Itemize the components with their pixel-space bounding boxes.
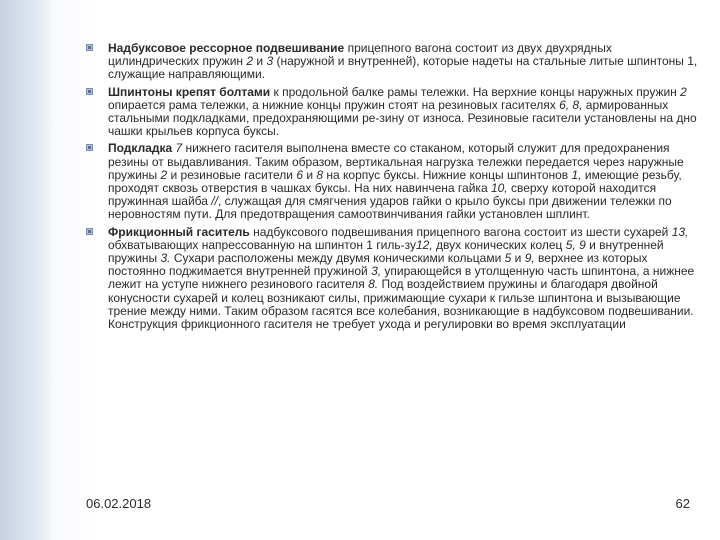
text-part: обхватывающих напрессованную на шпинтон 1 гиль-зу xyxy=(108,237,416,252)
text-part: опирается рама тележки, а нижние концы пружин стоят на резиновых гасителях xyxy=(108,97,560,112)
text-part: верхнее из которых постоянно поджимается внутренней пружиной xyxy=(108,251,648,279)
bullet-text xyxy=(108,85,697,139)
text-part-italic: 6 xyxy=(296,167,304,182)
text-part: нижнего гасителя выполнена вместе со стаканом, который служит для предохранения резины от выдавливания. Таким образом, вертикальная нагрузка тележки передается через наружные пружины xyxy=(108,141,684,182)
text-part: на корпус буксы. Нижние концы шпинтонов xyxy=(323,167,572,182)
text-part: к продольной балке рамы тележки. На верхние концы наружных пружин xyxy=(270,84,681,99)
text-part: имеющие резьбу, проходят сквозь отверстия в чашках буксы. На них навинчена гайка xyxy=(108,167,682,196)
text-part-italic: 6, 8, xyxy=(559,97,583,112)
square-bullet-icon xyxy=(86,228,93,235)
text-part: (наружной и внутренней), которые надеты на стальные литые шпинтоны 1, служащие направляющими. xyxy=(108,54,698,82)
text-part-italic: 5 xyxy=(504,251,512,266)
text-part-italic: 8. xyxy=(368,277,379,292)
text-part-italic: 3. xyxy=(160,251,171,266)
text-part-italic: 1, xyxy=(571,167,582,182)
text-part: сверху которой находится пружинная шайба xyxy=(108,181,657,209)
bullet-lead: Фрикционный гаситель xyxy=(108,224,250,239)
bullet-item xyxy=(86,226,700,332)
text-part: Под воздействием пружины и благодаря двойной конусности сухарей и колец возникают силы, прижимающие сухари к гильзе шпинтона и вызывающие трение между ними. Таким образом гасятся все колебания, возникающие в надбуксовом подвешивании. Конструкция фрикционного гасителя не требует ухода и регулировки во время эксплуатации xyxy=(108,277,694,332)
text-part: прицепного вагона состоит из двух двухрядных цилиндрических пружин xyxy=(108,41,612,69)
text-part-italic: // xyxy=(211,194,218,209)
text-part-italic: 2 xyxy=(246,54,254,69)
text-part: и резиновые гасители xyxy=(167,167,297,182)
bullet-item xyxy=(86,42,700,82)
bullet-body xyxy=(108,141,684,221)
text-part-italic: 12, xyxy=(416,237,433,252)
text-part-italic: 8 xyxy=(316,167,324,182)
text-part: упирающейся в утолщенную часть шпинтона, а нижнее лежит на уступе нижнего резинового гасителя xyxy=(108,264,695,292)
bullet-body xyxy=(108,225,694,331)
text-part: , служащая для смягчения ударов гайки о крыло буксы при движении тележки по неровностям пути. Для предотвращения самоотвинчивания гайки установлен шплинт. xyxy=(108,194,672,222)
square-bullet-icon xyxy=(86,144,93,151)
footer-date: 06.02.2018 xyxy=(86,496,152,511)
bullet-lead: Надбуксовое рессорное подвешивание xyxy=(108,41,345,55)
text-part: и внутренней пружины xyxy=(108,237,664,266)
text-part: Сухари расположены между двумя коническими кольцами xyxy=(170,251,505,266)
text-part-italic: 10, xyxy=(490,181,508,196)
bullet-text xyxy=(108,141,684,221)
text-part: надбуксового подвешивания прицепного вагона состоит из шести сухарей xyxy=(249,224,672,239)
slide-content xyxy=(86,42,700,335)
text-part-italic: 5, 9 xyxy=(565,237,586,252)
text-part-italic: 13, xyxy=(671,224,689,239)
footer-page-number: 62 xyxy=(675,496,690,511)
bullet-text xyxy=(108,225,694,331)
square-bullet-icon xyxy=(86,88,93,95)
text-part-italic: 2 xyxy=(160,167,168,182)
text-part-italic: 7 xyxy=(175,141,183,156)
bullet-lead: Подкладка xyxy=(108,141,173,156)
text-part: двух конических колец xyxy=(432,237,566,252)
text-part-italic: 9, xyxy=(524,251,535,266)
text-part: и xyxy=(511,251,525,266)
bullet-item xyxy=(86,142,700,221)
slide-side-band xyxy=(0,0,52,540)
bullet-text xyxy=(108,41,697,81)
text-part-italic: 3 xyxy=(266,54,274,69)
bullet-lead: Шпинтоны крепят болтами xyxy=(108,84,271,99)
text-part-italic: 2 xyxy=(680,84,687,99)
text-part: и xyxy=(303,167,317,182)
text-part: армированных стальными подкладками, предохраняющими ре-зину от износа. Резиновые гасители установлены на дно чашки крыльев корпуса буксы. xyxy=(108,97,697,139)
text-part-italic: 3, xyxy=(371,264,382,279)
text-part: и xyxy=(253,54,267,69)
square-bullet-icon xyxy=(86,44,93,51)
bullet-item xyxy=(86,86,700,139)
